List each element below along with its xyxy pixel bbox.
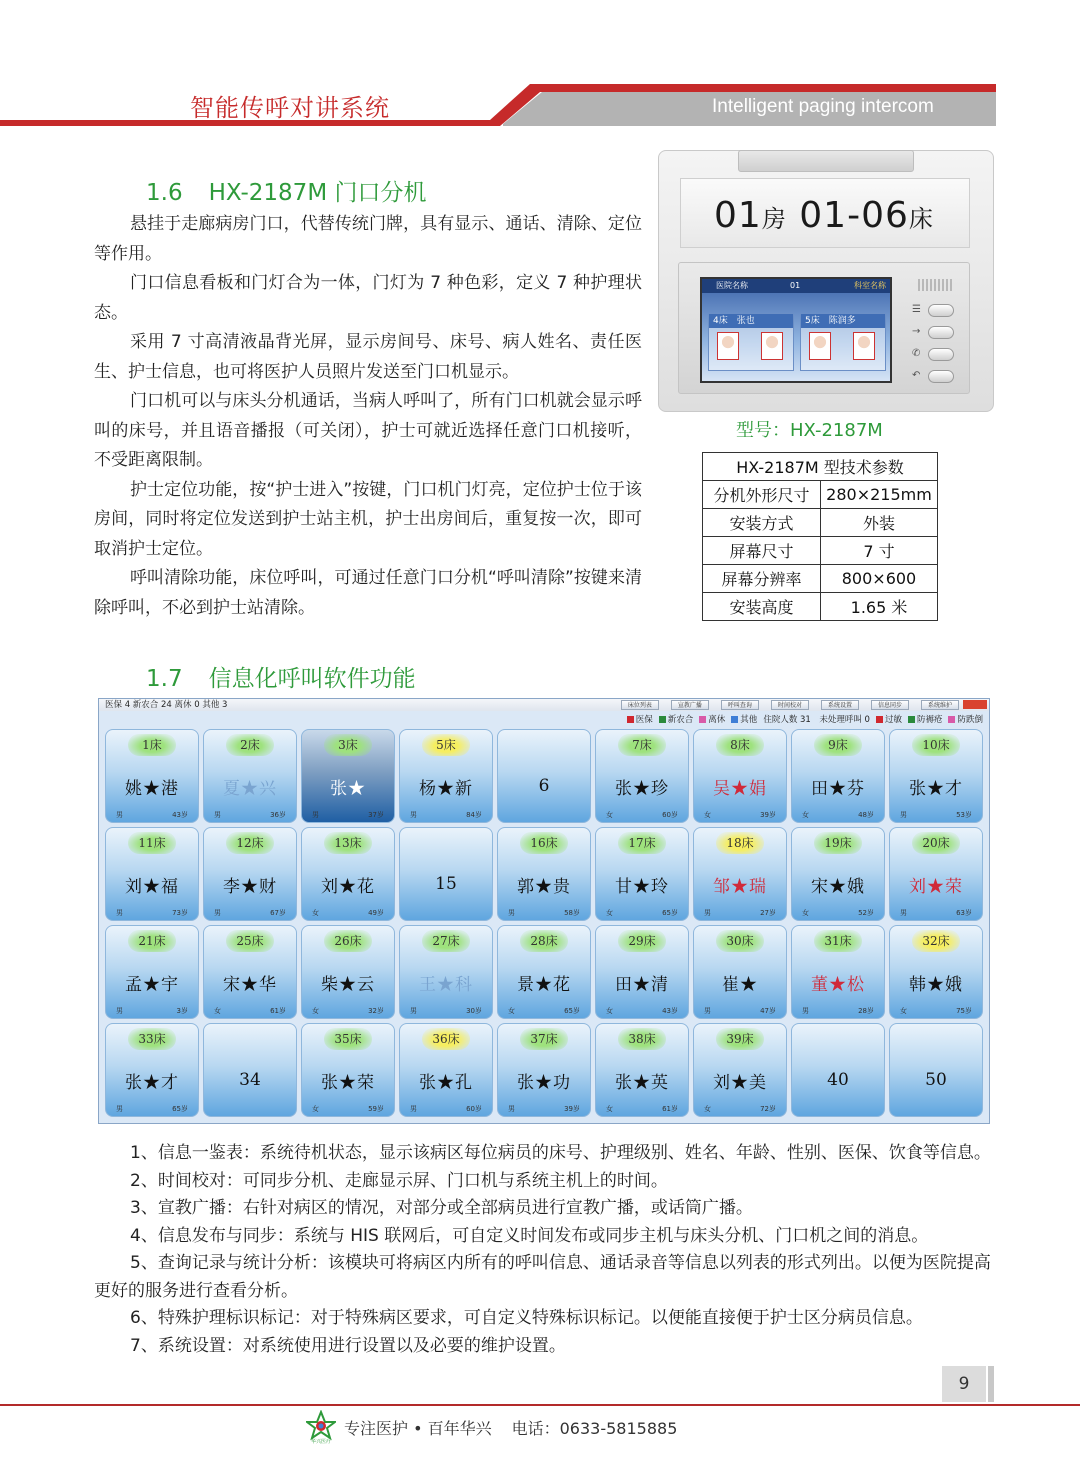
- bed-card[interactable]: [693, 729, 787, 823]
- section-number: 1.7: [146, 666, 183, 692]
- bed-number-badge: 8床: [716, 734, 764, 756]
- patient-age: 61岁: [270, 1007, 286, 1015]
- empty-bed-number: 40: [827, 1070, 849, 1090]
- patient-name: 夏★兴: [223, 779, 277, 799]
- patient-name: 孟★宇: [125, 975, 179, 995]
- patient-age: 47岁: [760, 1007, 776, 1015]
- patient-sex: 男: [900, 909, 907, 917]
- bed-card[interactable]: [105, 827, 199, 921]
- bed-card[interactable]: [791, 925, 885, 1019]
- legend-flag: 防跌倒: [948, 713, 983, 725]
- company-logo-icon: [306, 1410, 336, 1444]
- bed-number-badge: 18床: [716, 832, 764, 854]
- screen-bed-card: 5床 陈润多: [800, 313, 886, 371]
- patient-name: 董★松: [811, 975, 865, 995]
- bed-card[interactable]: [497, 925, 591, 1019]
- list-item: 6、特殊护理标识标记：对于特殊病区要求，可自定义特殊标识标记。以便能直接便于护士区分病员信息。: [130, 1308, 923, 1328]
- bed-number-badge: 11床: [128, 832, 176, 854]
- section-number: 1.6: [146, 180, 183, 206]
- patient-name: 杨★新: [419, 779, 473, 799]
- patient-sex: 男: [900, 811, 907, 819]
- patient-name: 崔★: [722, 975, 758, 995]
- bed-number-badge: 38床: [618, 1028, 666, 1050]
- bed-number-badge: 35床: [324, 1028, 372, 1050]
- legend-item: 新农合: [659, 713, 694, 725]
- legend-flag: 防褥疮: [908, 713, 943, 725]
- patient-sex: 女: [508, 1007, 515, 1015]
- device-screen: [700, 277, 892, 383]
- patient-age: 37岁: [368, 811, 384, 819]
- logo-text: 华兴医疗: [310, 1439, 332, 1444]
- patient-name: 吴★娟: [713, 779, 767, 799]
- patient-name: 姚★港: [125, 779, 179, 799]
- patient-name: 宋★华: [223, 975, 277, 995]
- patient-sex: 女: [214, 1007, 221, 1015]
- device-sign-text: 01房 01-06床: [714, 195, 934, 236]
- patient-sex: 女: [606, 1007, 613, 1015]
- patient-sex: 男: [410, 1007, 417, 1015]
- patient-age: 53岁: [956, 811, 972, 819]
- bed-number-badge: 31床: [814, 930, 862, 952]
- empty-bed-number: 15: [435, 874, 457, 894]
- screen-bed-card: 4床 张也: [708, 313, 794, 371]
- patient-sex: 女: [802, 909, 809, 917]
- table-row: 分机外形尺寸 280×215mm: [703, 481, 938, 509]
- patient-sex: 男: [704, 909, 711, 917]
- patient-age: 52岁: [858, 909, 874, 917]
- patient-age: 63岁: [956, 909, 972, 917]
- patient-name: 田★芬: [811, 779, 865, 799]
- patient-name: 韩★娥: [909, 975, 963, 995]
- bed-card[interactable]: [693, 925, 787, 1019]
- patient-sex: 男: [116, 811, 123, 819]
- patient-sex: 男: [116, 909, 123, 917]
- bed-number-badge: 9床: [814, 734, 862, 756]
- patient-age: 65岁: [662, 909, 678, 917]
- bed-card[interactable]: [791, 1023, 885, 1117]
- bed-number-badge: 13床: [324, 832, 372, 854]
- bed-number-badge: 26床: [324, 930, 372, 952]
- bed-card[interactable]: [203, 1023, 297, 1117]
- legend-item: 医保: [627, 713, 653, 725]
- bed-card[interactable]: [889, 1023, 983, 1117]
- bed-card[interactable]: [399, 827, 493, 921]
- table-row: 屏幕分辨率 800×600: [703, 565, 938, 593]
- toolbar: [621, 700, 959, 710]
- bed-number-badge: 16床: [520, 832, 568, 854]
- paragraph: 门口机可以与床头分机通话，当病人呼叫了，所有门口机就会显示呼叫的床号，并且语音播报（可关闭），护士可就近选择任意门口机接听，不受距离限制。: [94, 391, 642, 470]
- patient-age: 65岁: [172, 1105, 188, 1113]
- patient-name: 张★孔: [419, 1073, 473, 1093]
- paragraph: 悬挂于走廊病房门口，代替传统门牌，具有显示、通话、清除、定位等作用。: [94, 214, 642, 264]
- patient-name: 郭★贵: [517, 877, 571, 897]
- nurse-photo-icon: [717, 332, 739, 360]
- empty-bed-number: 6: [538, 776, 550, 796]
- bed-card[interactable]: [791, 827, 885, 921]
- patient-name: 邹★瑞: [713, 877, 767, 897]
- bed-number-badge: 25床: [226, 930, 274, 952]
- bed-card[interactable]: [595, 1023, 689, 1117]
- bed-number-badge: 28床: [520, 930, 568, 952]
- table-row: 安装高度 1.65 米: [703, 593, 938, 621]
- bed-number-badge: 1床: [128, 734, 176, 756]
- patient-sex: 女: [704, 811, 711, 819]
- bed-number-badge: 17床: [618, 832, 666, 854]
- section-title: HX-2187M 门口分机: [208, 180, 427, 206]
- bed-number-badge: 2床: [226, 734, 274, 756]
- device-light-bar: [738, 150, 914, 172]
- list-item: 4、信息发布与同步：系统与 HIS 联网后，可自定义时间发布或同步主机与床头分机、门口机之间的消息。: [130, 1225, 929, 1246]
- section-heading-1-6: [146, 174, 426, 207]
- patient-name: 刘★美: [713, 1073, 767, 1093]
- patient-sex: 女: [606, 909, 613, 917]
- bed-card[interactable]: [497, 1023, 591, 1117]
- bed-card[interactable]: [301, 925, 395, 1019]
- bed-card[interactable]: [301, 1023, 395, 1117]
- bed-card[interactable]: [203, 925, 297, 1019]
- patient-age: 75岁: [956, 1007, 972, 1015]
- bed-card[interactable]: [399, 1023, 493, 1117]
- section-title: 信息化呼叫软件功能: [208, 666, 416, 692]
- screen-room: 01: [790, 281, 801, 290]
- header-title: 智能传呼对讲系统: [190, 94, 390, 122]
- bed-number-badge: 3床: [324, 734, 372, 756]
- bed-number-badge: 39床: [716, 1028, 764, 1050]
- empty-bed-number: 50: [925, 1070, 947, 1090]
- patient-sex: 男: [508, 909, 515, 917]
- legend-item: 其他: [731, 713, 757, 725]
- paragraph: 门口信息看板和门灯合为一体，门灯为 7 种色彩，定义 7 种护理状态。: [94, 273, 642, 323]
- patient-name: 张★: [330, 779, 366, 799]
- paragraph: 呼叫清除功能，床位呼叫，可通过任意门口分机“呼叫清除”按键来清除呼叫，不必到护士站清除。: [94, 568, 642, 618]
- software-screenshot: [98, 698, 990, 1124]
- bed-number-badge: 21床: [128, 930, 176, 952]
- patient-age: 48岁: [858, 811, 874, 819]
- bed-number-badge: 19床: [814, 832, 862, 854]
- patient-age: 36岁: [270, 811, 286, 819]
- device-button-clear[interactable]: [928, 370, 954, 383]
- patient-age: 39岁: [760, 811, 776, 819]
- status-bar: 医保 4 新农合 24 离休 0 其他 3: [99, 699, 989, 711]
- model-caption: 型号：HX-2187M: [736, 420, 883, 441]
- device-button-call[interactable]: [928, 348, 954, 361]
- menu-icon: ☰: [912, 304, 921, 315]
- bed-card[interactable]: [791, 729, 885, 823]
- bed-number-badge: 36床: [422, 1028, 470, 1050]
- bed-card[interactable]: [203, 729, 297, 823]
- patient-sex: 男: [508, 1105, 515, 1113]
- patient-sex: 女: [606, 1105, 613, 1113]
- patient-sex: 男: [312, 811, 319, 819]
- bed-card[interactable]: [301, 729, 395, 823]
- bed-card[interactable]: [595, 827, 689, 921]
- page-number-bar: [988, 1366, 994, 1402]
- bed-number-badge: 27床: [422, 930, 470, 952]
- patient-age: 30岁: [466, 1007, 482, 1015]
- patient-age: 43岁: [662, 1007, 678, 1015]
- patient-name: 张★荣: [321, 1073, 375, 1093]
- patient-sex: 女: [900, 1007, 907, 1015]
- doctor-photo-icon: [761, 332, 783, 360]
- patient-sex: 女: [802, 811, 809, 819]
- list-item: 1、信息一鉴表：系统待机状态，显示该病区每位病员的床号、护理级别、姓名、年龄、性别、医保、饮食等信息。: [130, 1143, 991, 1163]
- screen-title: 医院名称: [702, 279, 890, 293]
- patient-name: 张★才: [909, 779, 963, 799]
- patient-sex: 女: [312, 1007, 319, 1015]
- device-button-menu[interactable]: [928, 304, 954, 317]
- patient-sex: 男: [214, 811, 221, 819]
- bed-number-badge: 7床: [618, 734, 666, 756]
- patient-age: 61岁: [662, 1105, 678, 1113]
- bed-card[interactable]: [889, 729, 983, 823]
- bed-card[interactable]: [889, 925, 983, 1019]
- header-title-en: Intelligent paging intercom: [712, 96, 934, 117]
- patient-name: 甘★玲: [615, 877, 669, 897]
- list-item: 7、系统设置：对系统使用进行设置以及必要的维护设置。: [130, 1335, 566, 1356]
- bed-card[interactable]: [399, 729, 493, 823]
- patient-name: 刘★荣: [909, 877, 963, 897]
- bed-card[interactable]: [595, 925, 689, 1019]
- patient-name: 柴★云: [321, 975, 375, 995]
- patient-sex: 女: [312, 909, 319, 917]
- patient-sex: 男: [116, 1007, 123, 1015]
- bed-card[interactable]: [497, 729, 591, 823]
- bed-number-badge: 37床: [520, 1028, 568, 1050]
- patient-name: 景★花: [517, 975, 571, 995]
- table-row: 安装方式 外装: [703, 509, 938, 537]
- bed-card[interactable]: [889, 827, 983, 921]
- call-query-button[interactable]: 呼叫查询: [721, 700, 759, 710]
- time-sync-button[interactable]: 时间校对: [771, 700, 809, 710]
- patient-name: 田★清: [615, 975, 669, 995]
- spec-table: [702, 452, 938, 621]
- device-button-nurse-in[interactable]: [928, 326, 954, 339]
- patient-sex: 男: [704, 1007, 711, 1015]
- bed-card[interactable]: [105, 729, 199, 823]
- patient-name: 张★功: [517, 1073, 571, 1093]
- bed-grid: [105, 729, 983, 1121]
- bed-number-badge: 33床: [128, 1028, 176, 1050]
- patient-sex: 女: [606, 811, 613, 819]
- footer-text: [344, 1416, 677, 1439]
- patient-sex: 男: [214, 909, 221, 917]
- bed-number-badge: 20床: [912, 832, 960, 854]
- bed-card[interactable]: [105, 925, 199, 1019]
- paragraph: 护士定位功能，按“护士进入”按键，门口机门灯亮，定位护士位于该房间，同时将定位发送到护士站主机，护士出房间后，重复按一次，即可取消护士定位。: [94, 479, 642, 559]
- legend-item: 离休: [699, 713, 725, 725]
- list-item: 3、宣教广播：右针对病区的情况，对部分或全部病员进行宣教广播，或话筒广播。: [130, 1198, 753, 1218]
- bed-card[interactable]: [105, 1023, 199, 1117]
- patient-name: 刘★福: [125, 877, 179, 897]
- patient-sex: 男: [410, 811, 417, 819]
- bed-card[interactable]: [399, 925, 493, 1019]
- arrow-right-icon: →: [912, 326, 921, 337]
- patient-age: 67岁: [270, 909, 286, 917]
- patient-age: 58岁: [564, 909, 580, 917]
- patient-age: 28岁: [858, 1007, 874, 1015]
- patient-age: 39岁: [564, 1105, 580, 1113]
- system-settings-button[interactable]: 系统设置: [821, 700, 859, 710]
- patient-age: 84岁: [466, 811, 482, 819]
- footer-rule: [0, 1404, 1080, 1406]
- legend: [627, 713, 983, 725]
- bed-card[interactable]: [693, 827, 787, 921]
- bed-card[interactable]: [301, 827, 395, 921]
- broadcast-button[interactable]: 宣教广播: [671, 700, 709, 710]
- table-row: 屏幕尺寸 7 寸: [703, 537, 938, 565]
- spec-table-title: HX-2187M 型技术参数: [703, 453, 938, 481]
- page-number: 9: [942, 1366, 986, 1402]
- patient-name: 刘★花: [321, 877, 375, 897]
- bed-card[interactable]: [693, 1023, 787, 1117]
- info-sync-button[interactable]: 信息同步: [871, 700, 909, 710]
- feature-list: [94, 1140, 1004, 1360]
- patient-age: 59岁: [368, 1105, 384, 1113]
- screen-dept: 科室名称: [854, 281, 886, 290]
- bed-card[interactable]: [497, 827, 591, 921]
- patient-name: 张★英: [615, 1073, 669, 1093]
- empty-bed-number: 34: [239, 1070, 261, 1090]
- patient-count: 住院人数 31 未处理呼叫 0: [763, 715, 870, 725]
- section-heading-1-7: [146, 660, 416, 693]
- bed-number-badge: 10床: [912, 734, 960, 756]
- maintenance-button[interactable]: 系统维护: [921, 700, 959, 710]
- patient-sex: 男: [116, 1105, 123, 1113]
- list-item: 2、时间校对：可同步分机、走廊显示屏、门口机与系统主机上的时间。: [130, 1170, 668, 1191]
- patient-age: 65岁: [564, 1007, 580, 1015]
- bed-list-button[interactable]: 床位列表: [621, 700, 659, 710]
- return-icon: ↶: [912, 370, 921, 381]
- bed-number-badge: 29床: [618, 930, 666, 952]
- phone-icon: ✆: [912, 348, 921, 359]
- patient-sex: 女: [704, 1105, 711, 1113]
- patient-name: 张★才: [125, 1073, 179, 1093]
- bed-number-badge: 5床: [422, 734, 470, 756]
- section-1-6-body: [94, 210, 642, 623]
- patient-age: 72岁: [760, 1105, 776, 1113]
- patient-name: 李★财: [223, 877, 277, 897]
- close-icon[interactable]: [963, 700, 987, 709]
- nurse-photo-icon: [809, 332, 831, 360]
- speaker-grille: [918, 279, 952, 291]
- patient-name: 张★珍: [615, 779, 669, 799]
- patient-age: 27岁: [760, 909, 776, 917]
- patient-age: 32岁: [368, 1007, 384, 1015]
- patient-age: 3岁: [176, 1007, 188, 1015]
- patient-name: 王★科: [419, 975, 473, 995]
- patient-sex: 男: [410, 1105, 417, 1113]
- patient-sex: 女: [312, 1105, 319, 1113]
- footer-phone: 电话：0633-5815885: [511, 1419, 678, 1438]
- patient-age: 60岁: [466, 1105, 482, 1113]
- doctor-photo-icon: [853, 332, 875, 360]
- bed-card[interactable]: [595, 729, 689, 823]
- patient-age: 43岁: [172, 811, 188, 819]
- patient-age: 60岁: [662, 811, 678, 819]
- bed-number-badge: 12床: [226, 832, 274, 854]
- footer-slogan: 专注医护 • 百年华兴: [344, 1419, 492, 1438]
- bed-number-badge: 30床: [716, 930, 764, 952]
- bed-number-badge: 32床: [912, 930, 960, 952]
- bed-card[interactable]: [203, 827, 297, 921]
- patient-age: 73岁: [172, 909, 188, 917]
- legend-flag: 过敏: [876, 713, 902, 725]
- list-item: 5、查询记录与统计分析：该模块可将病区内所有的呼叫信息、通话录音等信息以列表的形式列出。以便为医院提高更好的服务进行查看分析。: [94, 1253, 991, 1301]
- paragraph: 采用 7 寸高清液晶背光屏，显示房间号、床号、病人姓名、责任医生、护士信息，也可将医护人员照片发送至门口机显示。: [94, 332, 642, 382]
- patient-sex: 男: [802, 1007, 809, 1015]
- patient-age: 49岁: [368, 909, 384, 917]
- patient-name: 宋★娥: [811, 877, 865, 897]
